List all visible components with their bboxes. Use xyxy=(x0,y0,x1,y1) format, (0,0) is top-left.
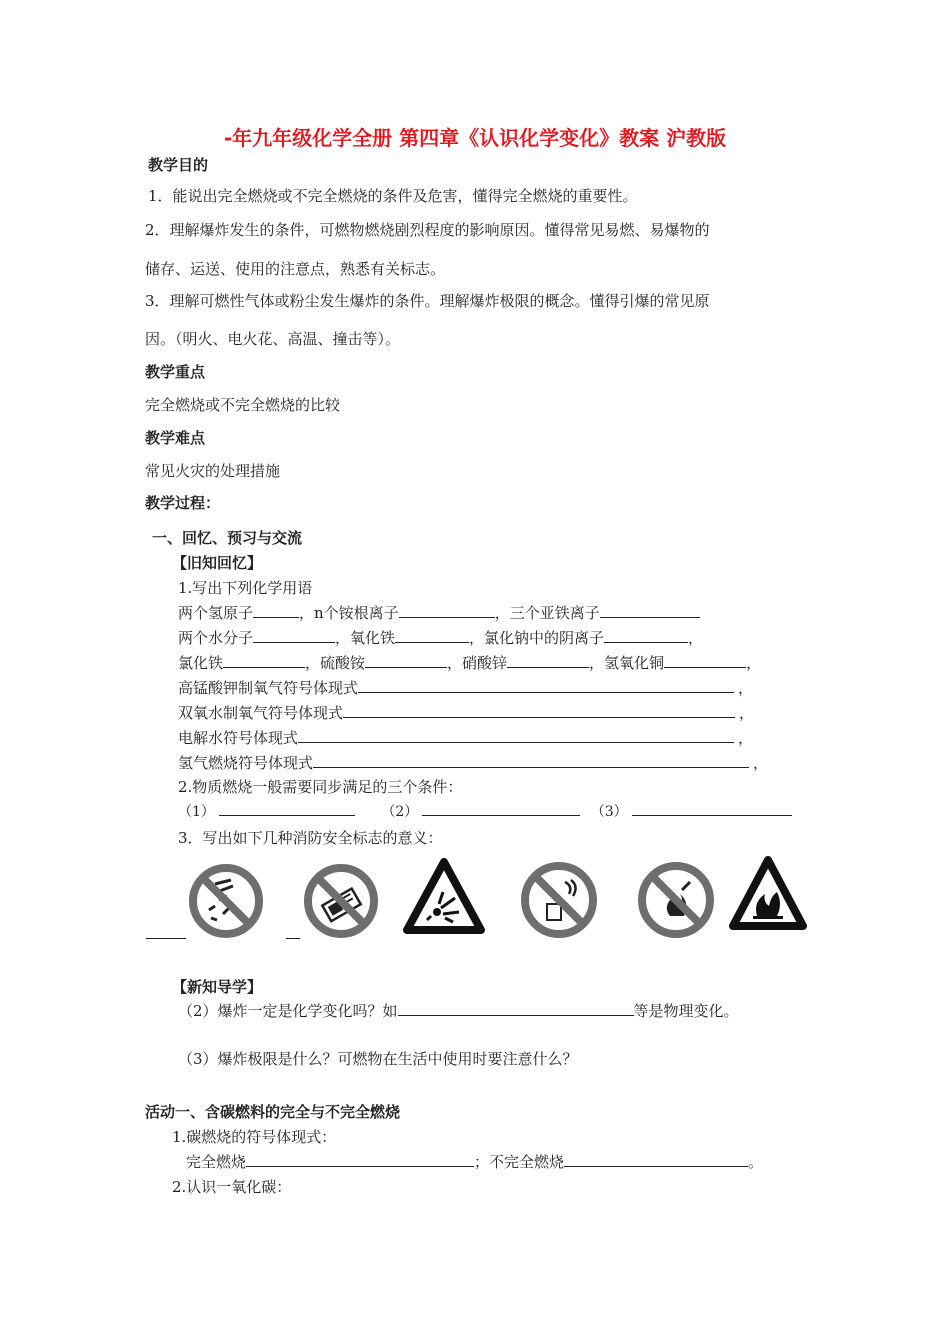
new-q2-tail: 等是物理变化。 xyxy=(633,1002,739,1020)
blank[interactable] xyxy=(395,628,469,643)
row1-label-2: ，n个铵根离子 xyxy=(299,604,399,622)
row3-label-3: ，硝酸锌 xyxy=(447,654,508,672)
blank[interactable] xyxy=(664,653,746,668)
equation-row-2 xyxy=(178,702,754,723)
key-point-text: 完全燃烧或不完全燃烧的比较 xyxy=(145,396,341,414)
blank[interactable] xyxy=(399,603,495,618)
difficulty-text: 常见火灾的处理措施 xyxy=(145,462,281,480)
section1-heading: 一、回忆、预习与交流 xyxy=(152,529,303,547)
process-heading: 教学过程： xyxy=(145,494,221,512)
goals-heading: 教学目的 xyxy=(148,156,209,174)
no-fireworks-icon xyxy=(187,862,265,940)
row3-label-2: ，硫酸铵 xyxy=(305,654,366,672)
equation-row-4 xyxy=(178,752,768,773)
difficulty-heading: 教学难点 xyxy=(145,429,206,447)
blank[interactable] xyxy=(253,628,335,643)
blank[interactable] xyxy=(365,653,447,668)
new-q3: （3）爆炸极限是什么？可燃物在生活中使用时要注意什么？ xyxy=(178,1050,578,1068)
blank[interactable] xyxy=(219,801,355,816)
new-q2 xyxy=(178,1000,739,1021)
row1-label-1: 两个氢原子 xyxy=(178,604,254,622)
incomplete-combustion-label: ；不完全燃烧 xyxy=(474,1153,565,1171)
goal-line-5: 因。（明火、电火花、高温、撞击等）。 xyxy=(145,330,401,348)
period: 。 xyxy=(748,1153,764,1171)
goal-line-4: 3．理解可燃性气体或粉尘发生爆炸的条件。理解爆炸极限的概念。懂得引爆的常见原 xyxy=(145,292,710,310)
new-q2-text: （2）爆炸一定是化学变化吗？如 xyxy=(178,1002,398,1020)
comma: ， xyxy=(738,729,754,747)
goal-line-3: 储存、运送、使用的注意点，熟悉有关标志。 xyxy=(145,260,446,278)
blank[interactable] xyxy=(343,703,735,718)
answer-row-3 xyxy=(178,652,761,673)
explosive-warning-icon xyxy=(403,858,485,936)
blank[interactable] xyxy=(358,678,734,693)
condition-3-label: （3） xyxy=(590,804,628,820)
new-knowledge-heading: 【新知导学】 xyxy=(172,978,263,996)
question-2: 2.物质燃烧一般需要同步满足的三个条件： xyxy=(178,778,463,796)
conditions-row xyxy=(178,801,792,821)
answer-row-1 xyxy=(178,602,700,623)
row1-label-3: ，三个亚铁离子 xyxy=(494,604,600,622)
page-title: -年九年级化学全册 第四章《认识化学变化》教案 沪教版 xyxy=(223,126,727,150)
equation-label: 双氧水制氧气符号体现式 xyxy=(178,704,344,722)
complete-combustion-label: 完全燃烧 xyxy=(186,1153,247,1171)
no-open-flame-icon xyxy=(636,860,716,940)
equation-label: 电解水符号体现式 xyxy=(178,729,299,747)
blank[interactable] xyxy=(313,753,749,768)
equation-row-1 xyxy=(178,677,753,698)
carbon-combustion-row xyxy=(186,1151,763,1172)
blank[interactable] xyxy=(253,603,299,618)
blank[interactable] xyxy=(600,603,700,618)
blank[interactable] xyxy=(398,1001,634,1016)
row3-label-4: ，氢氧化铜 xyxy=(589,654,665,672)
answer-row-2 xyxy=(178,627,703,648)
row3-comma: ， xyxy=(746,654,762,672)
blank[interactable] xyxy=(632,801,792,816)
goal-line-2: 2．理解爆炸发生的条件，可燃物燃烧剧烈程度的影响原因。懂得常见易燃、易爆物的 xyxy=(145,221,710,239)
blank[interactable] xyxy=(422,801,580,816)
row3-label-1: 氯化铁 xyxy=(178,654,224,672)
blank[interactable] xyxy=(564,1152,748,1167)
row2-comma: ， xyxy=(688,629,704,647)
row2-label-3: ，氯化钠中的阴离子 xyxy=(469,629,605,647)
blank[interactable] xyxy=(223,653,305,668)
condition-1-label: （1） xyxy=(178,804,215,820)
row2-label-2: ，氧化铁 xyxy=(335,629,396,647)
no-smoking-icon xyxy=(519,860,599,940)
blank[interactable] xyxy=(507,653,589,668)
comma: ， xyxy=(739,704,755,722)
blank[interactable] xyxy=(604,628,688,643)
sign-answer-blank[interactable] xyxy=(146,924,186,939)
goal-line-1: 1．能说出完全燃烧或不完全燃烧的条件及危害，懂得完全燃烧的重要性。 xyxy=(148,187,638,205)
question-1: 1.写出下列化学用语 xyxy=(178,579,313,597)
activity1-q1: 1.碳燃烧的符号体现式： xyxy=(172,1128,337,1146)
equation-label: 氢气燃烧符号体现式 xyxy=(178,754,314,772)
flammable-warning-icon xyxy=(729,856,807,934)
question-3: 3．写出如下几种消防安全标志的意义： xyxy=(178,829,443,847)
comma: ， xyxy=(738,679,754,697)
comma: ， xyxy=(753,754,769,772)
blank[interactable] xyxy=(298,728,734,743)
equation-row-3 xyxy=(178,727,753,748)
activity1-q2: 2.认识一氧化碳： xyxy=(172,1178,292,1196)
row2-label-1: 两个水分子 xyxy=(178,629,254,647)
blank[interactable] xyxy=(246,1152,474,1167)
key-point-heading: 教学重点 xyxy=(145,363,206,381)
sign-answer-blank[interactable] xyxy=(286,924,300,939)
activity1-heading: 活动一、含碳燃料的完全与不完全燃烧 xyxy=(145,1103,401,1121)
review-heading: 【旧知回忆】 xyxy=(172,554,263,572)
equation-label: 高锰酸钾制氧气符号体现式 xyxy=(178,679,359,697)
no-matches-icon xyxy=(302,862,380,940)
condition-2-label: （2） xyxy=(381,804,419,820)
